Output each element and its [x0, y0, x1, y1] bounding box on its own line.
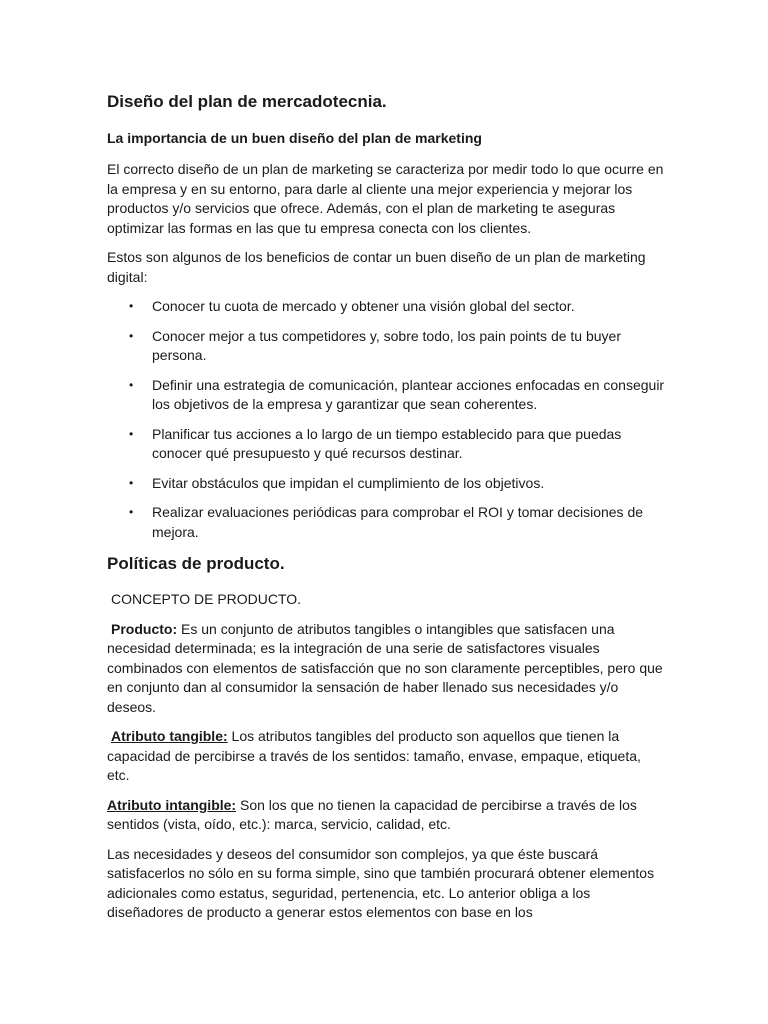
- producto-definition: [107, 620, 667, 718]
- list-item-text: Conocer tu cuota de mercado y obtener una visión global del sector.: [152, 298, 575, 314]
- bullet-icon: •: [129, 426, 134, 441]
- bullet-icon: •: [129, 328, 134, 343]
- list-item-text: Evitar obstáculos que impidan el cumplimiento de los objetivos.: [152, 474, 545, 491]
- intangible-definition: [107, 796, 667, 835]
- intangible-label: Atributo intangible:: [107, 796, 237, 813]
- document-content: [107, 90, 667, 933]
- list-item-text: Planificar tus acciones a lo largo de un tiempo establecido para que puedas conocer qué presupuesto y qué recursos destinar.: [152, 425, 622, 461]
- list-item-text: Realizar evaluaciones periódicas para comprobar el ROI y tomar decisiones de mejora.: [152, 504, 644, 540]
- list-item: [107, 297, 667, 317]
- list-item: [107, 376, 667, 415]
- producto-text: Es un conjunto de atributos tangibles o intangibles que satisfacen una necesidad determinada; es la integración de una serie de satisfactores visuales combinados con elementos de satisfacción que no son claramente perceptibles, pero que en conjunto dan al consumidor la sensación de haber llenado sus necesidades y/o deseos.: [107, 620, 663, 715]
- section-title-politicas-producto: Políticas de producto.: [107, 554, 285, 573]
- section-title-plan-mercadotecnia: Diseño del plan de mercadotecnia.: [107, 92, 387, 111]
- list-item: [107, 474, 667, 494]
- bullet-icon: •: [129, 475, 134, 490]
- tangible-definition: [107, 727, 667, 786]
- list-item: [107, 503, 667, 542]
- bullet-icon: •: [129, 377, 134, 392]
- benefits-list: [107, 297, 667, 542]
- intro-paragraph: El correcto diseño de un plan de marketing se caracteriza por medir todo lo que ocurre en la empresa y en su entorno, para darle al cliente una mejor experiencia y mejorar los productos y/o servicios que ofrece. Además, con el plan de marketing te aseguras optimizar las formas en las que tu empresa conecta con los clientes.: [107, 161, 664, 236]
- tangible-label: Atributo tangible:: [111, 728, 228, 744]
- concept-heading: CONCEPTO DE PRODUCTO.: [111, 591, 302, 607]
- tangible-text: Los atributos tangibles del producto son aquellos que tienen la capacidad de percibirse a través de los sentidos: tamaño, envase, empaque, etiqueta, etc.: [107, 728, 641, 783]
- list-item-text: Conocer mejor a tus competidores y, sobre todo, los pain points de tu buyer persona.: [152, 327, 621, 363]
- subtitle-importancia: La importancia de un buen diseño del plan de marketing: [107, 130, 482, 146]
- bullet-icon: •: [129, 505, 134, 519]
- closing-paragraph: Las necesidades y deseos del consumidor son complejos, ya que éste buscará satisfacerlos no sólo en su forma simple, sino que también procurará obtener elementos adicionales como estatus, seguridad, pertenencia, etc. Lo anterior obliga a los diseñadores de producto a generar estos elementos con base en los: [107, 845, 655, 920]
- intangible-text: Son los que no tienen la capacidad de percibirse a través de los sentidos (vista, oído, etc.): marca, servicio, calidad, etc.: [107, 796, 637, 832]
- list-item: [107, 425, 667, 464]
- producto-label: Producto:: [111, 620, 178, 637]
- list-item-text: Definir una estrategia de comunicación, plantear acciones enfocadas en conseguir los objetivos de la empresa y garantizar que sean coherentes.: [152, 376, 665, 412]
- list-item: [107, 327, 667, 366]
- bullet-icon: •: [129, 299, 134, 313]
- benefits-intro-paragraph: Estos son algunos de los beneficios de contar un buen diseño de un plan de marketing digital:: [107, 249, 646, 285]
